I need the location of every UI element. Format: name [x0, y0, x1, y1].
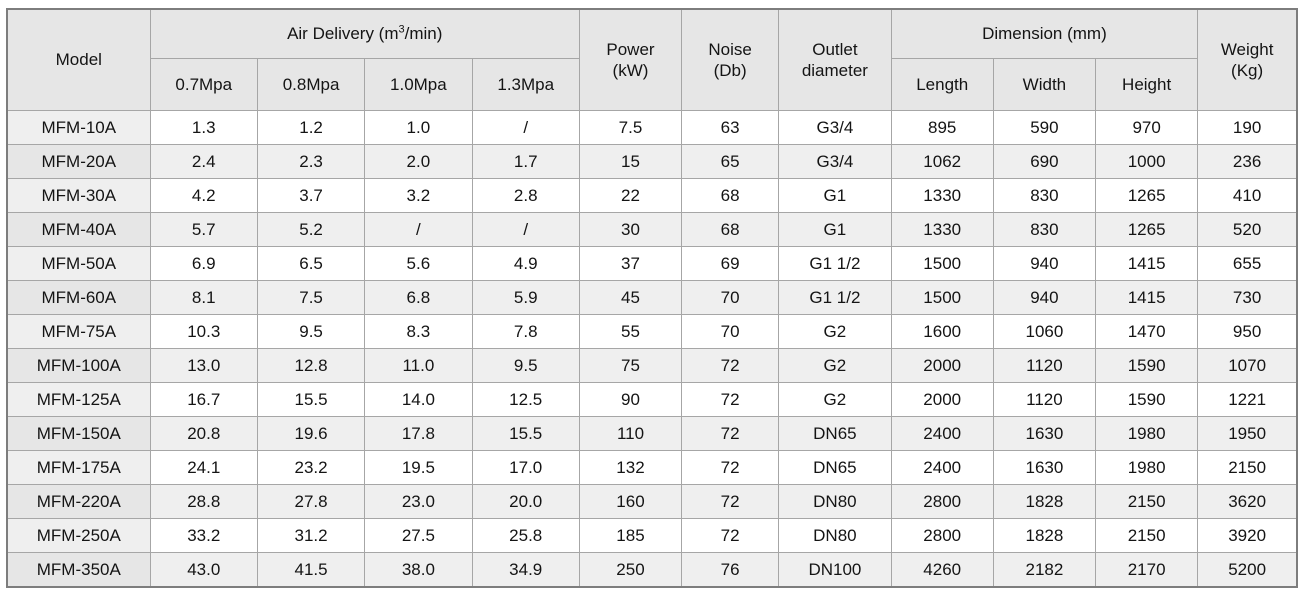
- cell-noise: 72: [682, 485, 779, 519]
- header-weight-line2: (Kg): [1231, 61, 1264, 80]
- cell-outlet-diameter: G1: [779, 213, 891, 247]
- cell-noise: 68: [682, 213, 779, 247]
- cell-air-10mpa: 8.3: [365, 315, 472, 349]
- cell-air-08mpa: 1.2: [257, 111, 364, 145]
- cell-height: 1415: [1096, 281, 1198, 315]
- header-outlet-line2: diameter: [801, 61, 868, 80]
- cell-air-07mpa: 20.8: [150, 417, 257, 451]
- cell-air-08mpa: 3.7: [257, 179, 364, 213]
- cell-weight: 520: [1198, 213, 1297, 247]
- cell-outlet-diameter: G1 1/2: [779, 247, 891, 281]
- cell-outlet-diameter: G1 1/2: [779, 281, 891, 315]
- cell-model: MFM-75A: [7, 315, 150, 349]
- cell-power: 15: [579, 145, 681, 179]
- cell-noise: 70: [682, 315, 779, 349]
- cell-model: MFM-10A: [7, 111, 150, 145]
- cell-length: 1330: [891, 213, 993, 247]
- table-row: [7, 111, 1297, 145]
- cell-height: 1415: [1096, 247, 1198, 281]
- cell-outlet-diameter: G2: [779, 315, 891, 349]
- cell-height: 1470: [1096, 315, 1198, 349]
- table-row: [7, 553, 1297, 588]
- cell-air-13mpa: 2.8: [472, 179, 579, 213]
- table-row: [7, 315, 1297, 349]
- cell-weight: 950: [1198, 315, 1297, 349]
- cell-noise: 72: [682, 417, 779, 451]
- cell-air-07mpa: 33.2: [150, 519, 257, 553]
- cell-air-08mpa: 31.2: [257, 519, 364, 553]
- header-dimension-group: Dimension (mm): [891, 9, 1198, 59]
- table-row: [7, 519, 1297, 553]
- cell-outlet-diameter: G2: [779, 383, 891, 417]
- cell-weight: 3620: [1198, 485, 1297, 519]
- table-row: [7, 213, 1297, 247]
- cell-air-07mpa: 28.8: [150, 485, 257, 519]
- header-air-delivery-group: [150, 9, 579, 59]
- table-row: [7, 179, 1297, 213]
- table-row: [7, 417, 1297, 451]
- cell-height: 2170: [1096, 553, 1198, 588]
- cell-air-07mpa: 43.0: [150, 553, 257, 588]
- cell-air-10mpa: 17.8: [365, 417, 472, 451]
- cell-length: 2800: [891, 519, 993, 553]
- cell-weight: 1221: [1198, 383, 1297, 417]
- cell-width: 830: [993, 213, 1095, 247]
- cell-model: MFM-150A: [7, 417, 150, 451]
- cell-air-13mpa: 7.8: [472, 315, 579, 349]
- cell-length: 1330: [891, 179, 993, 213]
- cell-weight: 236: [1198, 145, 1297, 179]
- cell-air-13mpa: 15.5: [472, 417, 579, 451]
- cell-length: 4260: [891, 553, 993, 588]
- cell-air-07mpa: 4.2: [150, 179, 257, 213]
- cell-air-13mpa: 1.7: [472, 145, 579, 179]
- cell-weight: 730: [1198, 281, 1297, 315]
- cell-length: 1600: [891, 315, 993, 349]
- cell-power: 160: [579, 485, 681, 519]
- cell-outlet-diameter: G3/4: [779, 145, 891, 179]
- cell-air-07mpa: 16.7: [150, 383, 257, 417]
- cell-weight: 190: [1198, 111, 1297, 145]
- cell-noise: 70: [682, 281, 779, 315]
- cell-width: 830: [993, 179, 1095, 213]
- cell-width: 940: [993, 247, 1095, 281]
- cell-power: 90: [579, 383, 681, 417]
- cell-air-10mpa: 27.5: [365, 519, 472, 553]
- cell-power: 7.5: [579, 111, 681, 145]
- cell-width: 1630: [993, 451, 1095, 485]
- cell-air-10mpa: 3.2: [365, 179, 472, 213]
- header-dimension-length: Length: [891, 59, 993, 111]
- cell-height: 1980: [1096, 451, 1198, 485]
- cell-air-07mpa: 13.0: [150, 349, 257, 383]
- cell-width: 1060: [993, 315, 1095, 349]
- cell-air-08mpa: 27.8: [257, 485, 364, 519]
- cell-length: 1500: [891, 247, 993, 281]
- header-outlet-line1: Outlet: [812, 39, 858, 59]
- header-power: [579, 9, 681, 111]
- cell-air-10mpa: 38.0: [365, 553, 472, 588]
- header-noise-line1: Noise: [708, 39, 752, 59]
- header-power-line1: Power: [606, 39, 655, 59]
- cell-air-08mpa: 12.8: [257, 349, 364, 383]
- cell-length: 1500: [891, 281, 993, 315]
- cell-air-10mpa: 6.8: [365, 281, 472, 315]
- header-noise: [682, 9, 779, 111]
- cell-model: MFM-40A: [7, 213, 150, 247]
- cell-height: 2150: [1096, 519, 1198, 553]
- cell-length: 1062: [891, 145, 993, 179]
- cell-air-13mpa: 5.9: [472, 281, 579, 315]
- cell-air-10mpa: /: [365, 213, 472, 247]
- cell-air-08mpa: 9.5: [257, 315, 364, 349]
- cell-model: MFM-125A: [7, 383, 150, 417]
- cell-power: 37: [579, 247, 681, 281]
- cell-outlet-diameter: G3/4: [779, 111, 891, 145]
- cell-noise: 65: [682, 145, 779, 179]
- cell-air-10mpa: 14.0: [365, 383, 472, 417]
- cell-power: 185: [579, 519, 681, 553]
- cell-air-07mpa: 1.3: [150, 111, 257, 145]
- cell-outlet-diameter: DN100: [779, 553, 891, 588]
- specification-table: [6, 8, 1298, 588]
- cell-outlet-diameter: DN65: [779, 451, 891, 485]
- cell-noise: 69: [682, 247, 779, 281]
- header-air-13mpa: 1.3Mpa: [472, 59, 579, 111]
- cell-width: 940: [993, 281, 1095, 315]
- cell-model: MFM-30A: [7, 179, 150, 213]
- cell-weight: 410: [1198, 179, 1297, 213]
- cell-width: 1120: [993, 383, 1095, 417]
- cell-weight: 1070: [1198, 349, 1297, 383]
- cell-model: MFM-250A: [7, 519, 150, 553]
- header-weight-line1: Weight: [1220, 39, 1274, 59]
- cell-noise: 72: [682, 349, 779, 383]
- cell-width: 1630: [993, 417, 1095, 451]
- cell-power: 55: [579, 315, 681, 349]
- cell-height: 1265: [1096, 213, 1198, 247]
- table-row: [7, 451, 1297, 485]
- table-row: [7, 349, 1297, 383]
- cell-air-07mpa: 10.3: [150, 315, 257, 349]
- cell-height: 1590: [1096, 349, 1198, 383]
- table-row: [7, 247, 1297, 281]
- header-dimension-height: Height: [1096, 59, 1198, 111]
- table-row: [7, 485, 1297, 519]
- cell-air-13mpa: 9.5: [472, 349, 579, 383]
- cell-height: 1980: [1096, 417, 1198, 451]
- table-row: [7, 281, 1297, 315]
- table-row: [7, 145, 1297, 179]
- cell-height: 1265: [1096, 179, 1198, 213]
- cell-power: 250: [579, 553, 681, 588]
- cell-noise: 76: [682, 553, 779, 588]
- cell-air-10mpa: 5.6: [365, 247, 472, 281]
- cell-air-07mpa: 2.4: [150, 145, 257, 179]
- cell-air-08mpa: 5.2: [257, 213, 364, 247]
- cell-air-08mpa: 2.3: [257, 145, 364, 179]
- cell-outlet-diameter: DN65: [779, 417, 891, 451]
- header-noise-line2: (Db): [713, 61, 747, 80]
- cell-length: 2400: [891, 417, 993, 451]
- cell-power: 110: [579, 417, 681, 451]
- cell-air-07mpa: 5.7: [150, 213, 257, 247]
- cell-air-08mpa: 41.5: [257, 553, 364, 588]
- table-body: [7, 111, 1297, 588]
- header-air-delivery-label: Air Delivery $(m^3/\min)$: [287, 23, 443, 44]
- cell-height: 970: [1096, 111, 1198, 145]
- cell-height: 2150: [1096, 485, 1198, 519]
- cell-weight: 1950: [1198, 417, 1297, 451]
- cell-air-08mpa: 15.5: [257, 383, 364, 417]
- cell-weight: 2150: [1198, 451, 1297, 485]
- cell-air-08mpa: 7.5: [257, 281, 364, 315]
- cell-model: MFM-20A: [7, 145, 150, 179]
- cell-width: 2182: [993, 553, 1095, 588]
- header-power-line2: (kW): [612, 61, 649, 80]
- header-dimension-width: Width: [993, 59, 1095, 111]
- cell-model: MFM-175A: [7, 451, 150, 485]
- cell-outlet-diameter: G2: [779, 349, 891, 383]
- table-row: [7, 383, 1297, 417]
- header-air-08mpa: 0.8Mpa: [257, 59, 364, 111]
- cell-length: 895: [891, 111, 993, 145]
- cubic-superscript: 3: [398, 23, 405, 36]
- cell-width: 1828: [993, 519, 1095, 553]
- cell-width: 590: [993, 111, 1095, 145]
- cell-air-13mpa: 12.5: [472, 383, 579, 417]
- cell-outlet-diameter: G1: [779, 179, 891, 213]
- cell-power: 75: [579, 349, 681, 383]
- cell-noise: 72: [682, 451, 779, 485]
- cell-air-07mpa: 24.1: [150, 451, 257, 485]
- cell-air-13mpa: 4.9: [472, 247, 579, 281]
- cell-air-08mpa: 6.5: [257, 247, 364, 281]
- cell-width: 1120: [993, 349, 1095, 383]
- cell-noise: 68: [682, 179, 779, 213]
- cell-model: MFM-220A: [7, 485, 150, 519]
- header-outlet-diameter: [779, 9, 891, 111]
- cell-air-13mpa: 20.0: [472, 485, 579, 519]
- cell-noise: 72: [682, 383, 779, 417]
- cell-power: 30: [579, 213, 681, 247]
- cell-noise: 72: [682, 519, 779, 553]
- cell-noise: 63: [682, 111, 779, 145]
- cell-model: MFM-60A: [7, 281, 150, 315]
- cell-air-13mpa: 17.0: [472, 451, 579, 485]
- cell-air-08mpa: 23.2: [257, 451, 364, 485]
- cell-length: 2800: [891, 485, 993, 519]
- cell-length: 2400: [891, 451, 993, 485]
- cell-length: 2000: [891, 349, 993, 383]
- cell-air-13mpa: /: [472, 111, 579, 145]
- cell-air-10mpa: 19.5: [365, 451, 472, 485]
- header-air-07mpa: 0.7Mpa: [150, 59, 257, 111]
- cell-power: 132: [579, 451, 681, 485]
- cell-model: MFM-350A: [7, 553, 150, 588]
- cell-weight: 5200: [1198, 553, 1297, 588]
- cell-air-10mpa: 23.0: [365, 485, 472, 519]
- cell-air-13mpa: 34.9: [472, 553, 579, 588]
- cell-air-07mpa: 8.1: [150, 281, 257, 315]
- table-header: [7, 9, 1297, 111]
- cell-air-13mpa: 25.8: [472, 519, 579, 553]
- cell-outlet-diameter: DN80: [779, 519, 891, 553]
- cell-width: 690: [993, 145, 1095, 179]
- cell-air-10mpa: 2.0: [365, 145, 472, 179]
- header-model: Model: [7, 9, 150, 111]
- cell-height: 1590: [1096, 383, 1198, 417]
- cell-weight: 655: [1198, 247, 1297, 281]
- header-weight: [1198, 9, 1297, 111]
- cell-air-10mpa: 1.0: [365, 111, 472, 145]
- cell-weight: 3920: [1198, 519, 1297, 553]
- cell-outlet-diameter: DN80: [779, 485, 891, 519]
- cell-model: MFM-50A: [7, 247, 150, 281]
- cell-air-08mpa: 19.6: [257, 417, 364, 451]
- cell-length: 2000: [891, 383, 993, 417]
- cell-height: 1000: [1096, 145, 1198, 179]
- cell-power: 45: [579, 281, 681, 315]
- header-air-10mpa: 1.0Mpa: [365, 59, 472, 111]
- cell-width: 1828: [993, 485, 1095, 519]
- cell-model: MFM-100A: [7, 349, 150, 383]
- cell-air-07mpa: 6.9: [150, 247, 257, 281]
- cell-air-13mpa: /: [472, 213, 579, 247]
- cell-power: 22: [579, 179, 681, 213]
- cell-air-10mpa: 11.0: [365, 349, 472, 383]
